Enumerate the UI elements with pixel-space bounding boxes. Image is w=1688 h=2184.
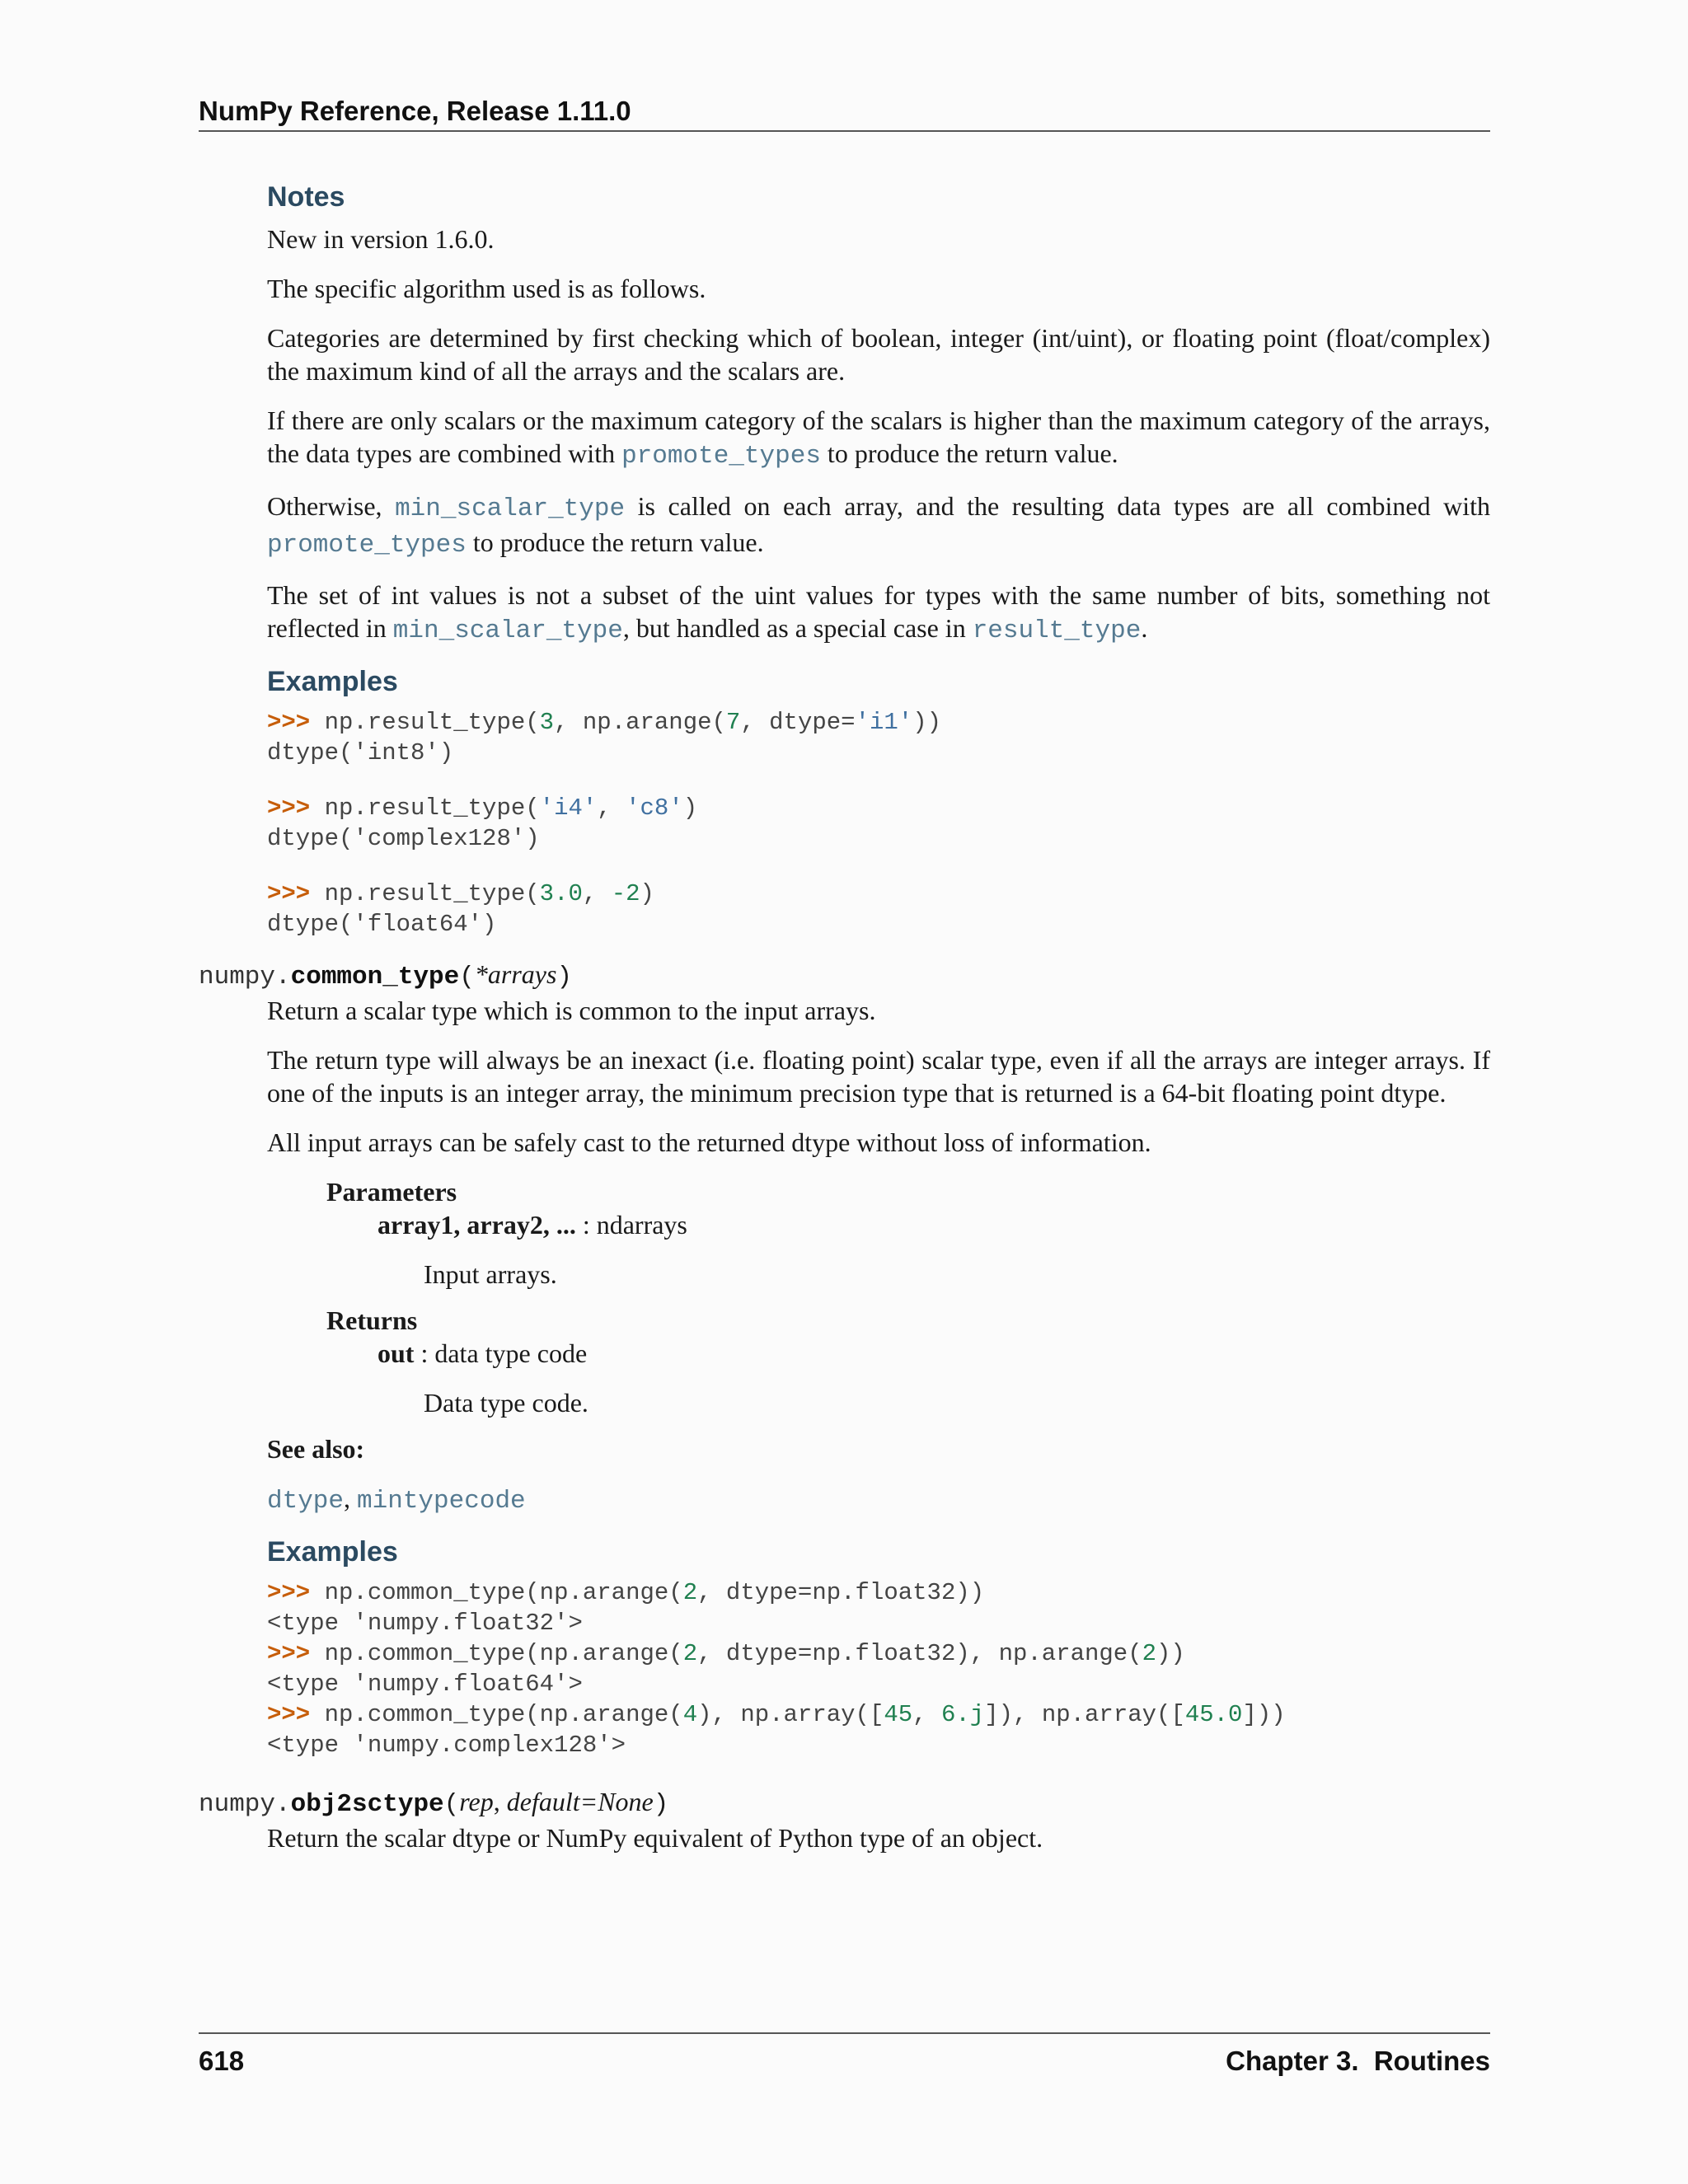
result-type-link[interactable]: result_type — [972, 616, 1142, 645]
notes-scalars: If there are only scalars or the maximum category of the scalars is higher than the maximum category of the arrays, the data types are combined with promote_types to produce the return value. — [267, 405, 1490, 471]
parameters-section — [326, 1175, 1490, 1419]
page-number: 618 — [199, 2046, 245, 2076]
see-also-heading: See also: — [267, 1434, 365, 1464]
running-footer — [199, 2032, 1490, 2083]
result-type-tail — [267, 180, 1490, 940]
description: The return type will always be an inexact (i.e. floating point) scalar type, even if all the arrays are integer arrays. If one of the inputs is an integer array, the minimum precision type that is returned is a 64-bit floating point dtype. — [267, 1045, 1490, 1108]
promote-types-link[interactable]: promote_types — [267, 531, 467, 560]
obj2sctype-body — [267, 1821, 1490, 1854]
code-example: >>> np.result_type(3.0, -2) dtype('float64') — [267, 880, 654, 938]
code-example: >>> np.common_type(np.arange(2, dtype=np.float32)) <type 'numpy.float32'> >>> np.common_type(np.arange(2, dtype=np.float32), np.arange(2)) <type 'numpy.float64'> >>> np.common_type(np.arange(4), np.array([45, 6.j]), np.array([45.0])) <type 'numpy.complex128'> — [267, 1579, 1286, 1759]
param-desc: Input arrays. — [424, 1259, 557, 1289]
notes-algo-intro: The specific algorithm used is as follows. — [267, 274, 706, 303]
see-also-links: dtype, mintypecode — [267, 1483, 526, 1516]
summary: Return a scalar type which is common to the input arrays. — [267, 996, 876, 1025]
dtype-link[interactable]: dtype — [267, 1487, 345, 1516]
chapter-title: Chapter 3. Routines — [1226, 2046, 1490, 2076]
page-body — [199, 180, 1490, 1871]
running-header — [199, 92, 1490, 132]
notes-new-in: New in version 1.6.0. — [267, 224, 495, 254]
examples-heading: Examples — [267, 666, 398, 697]
return-desc: Data type code. — [424, 1388, 588, 1418]
function-name: common_type — [290, 963, 460, 991]
common-type-signature: numpy.common_type(*arrays) — [199, 959, 573, 991]
examples-heading: Examples — [267, 1536, 398, 1568]
returns-heading: Returns — [326, 1305, 418, 1335]
parameters-heading: Parameters — [326, 1177, 457, 1207]
promote-types-link[interactable]: promote_types — [621, 442, 821, 471]
notes-categories: Categories are determined by first checking which of boolean, integer (int/uint), or floating point (float/complex) the maximum kind of all the arrays and the scalars are. — [267, 323, 1490, 386]
return-line: out : data type code — [377, 1338, 588, 1368]
common-type-body — [267, 994, 1490, 1760]
function-name: obj2sctype — [290, 1790, 444, 1819]
notes-heading: Notes — [267, 181, 345, 213]
mintypecode-link[interactable]: mintypecode — [357, 1487, 526, 1516]
obj2sctype-signature: numpy.obj2sctype(rep, default=None) — [199, 1787, 669, 1819]
cast-note: All input arrays can be safely cast to the returned dtype without loss of information. — [267, 1127, 1151, 1157]
header-title: NumPy Reference, Release 1.11.0 — [199, 96, 631, 126]
code-example: >>> np.result_type('i4', 'c8') dtype('complex128') — [267, 794, 698, 852]
param-line: array1, array2, ... : ndarrays — [377, 1210, 687, 1240]
code-example: >>> np.result_type(3, np.arange(7, dtype='i1')) dtype('int8') — [267, 709, 941, 766]
notes-intset: The set of int values is not a subset of the uint values for types with the same number of bits, something not reflected in min_scalar_type, but handled as a special case in result_type. — [267, 580, 1490, 645]
notes-otherwise: Otherwise, min_scalar_type is called on each array, and the resulting data types are all combined with promote_types to produce the return value. — [267, 491, 1490, 560]
summary: Return the scalar dtype or NumPy equivalent of Python type of an object. — [267, 1823, 1043, 1853]
min-scalar-type-link[interactable]: min_scalar_type — [395, 494, 626, 523]
min-scalar-type-link[interactable]: min_scalar_type — [392, 616, 623, 645]
